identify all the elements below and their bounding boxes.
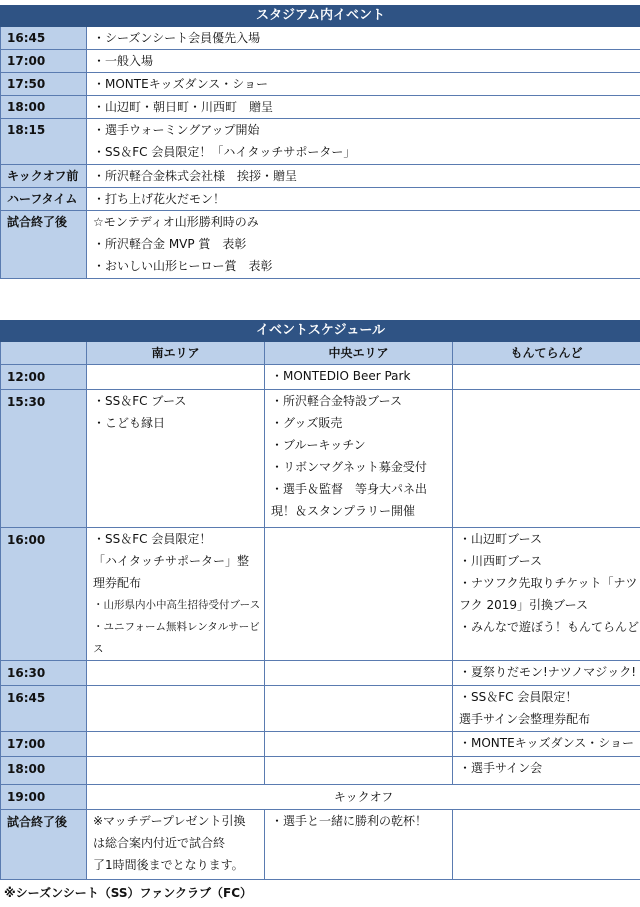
- cell-center: [265, 686, 453, 732]
- time-cell: 試合終了後: [1, 810, 87, 880]
- cell-center: [265, 810, 453, 880]
- cell-center: [265, 365, 453, 390]
- kickoff-cell: キックオフ: [87, 785, 640, 810]
- list-item: ・シーズンシート会員優先入場: [93, 31, 261, 45]
- time-cell: キックオフ前: [1, 165, 87, 188]
- list-item: 現！＆スタンプラリー開催: [271, 504, 416, 518]
- event-schedule-title: イベントスケジュール: [1, 321, 640, 342]
- time-cell: 16:30: [1, 661, 87, 686]
- list-item: 「ハイタッチサポーター」整: [93, 554, 250, 568]
- cell-monte: [453, 661, 640, 686]
- time-cell: 17:00: [1, 50, 87, 73]
- list-item: ☆モンテディオ山形勝利時のみ: [93, 215, 259, 229]
- event-cell: [87, 119, 640, 165]
- cell-monte: [453, 528, 640, 661]
- list-item: ・山辺町・朝日町・川西町 贈呈: [93, 100, 274, 114]
- event-cell: [87, 50, 640, 73]
- event-cell: [87, 73, 640, 96]
- table-row: [1, 732, 640, 757]
- cell-south: [87, 390, 265, 528]
- list-item: ・選手＆監督 等身大パネ出: [271, 482, 428, 496]
- time-cell: ハーフタイム: [1, 188, 87, 211]
- event-schedule-table: [0, 320, 640, 880]
- list-item: ・選手サイン会: [459, 761, 543, 775]
- time-cell: 17:50: [1, 73, 87, 96]
- list-item: ・MONTEキッズダンス・ショー: [459, 736, 634, 750]
- time-column-header: [1, 342, 87, 365]
- cell-south: [87, 732, 265, 757]
- list-item: ・川西町ブース: [459, 554, 543, 568]
- table-row: [1, 390, 640, 528]
- list-item: ・ユニフォーム無料レンタルサービス: [93, 621, 260, 655]
- table-row: [1, 661, 640, 686]
- list-item: ・所沢軽合金 MVP 賞 表彰: [93, 237, 247, 251]
- column-header-center: 中央エリア: [265, 342, 453, 365]
- table-row: [1, 188, 640, 211]
- stadium-events-title: スタジアム内イベント: [1, 6, 640, 27]
- list-item: ・SS＆FC 会員限定！「ハイタッチサポーター」: [93, 145, 356, 159]
- cell-monte: [453, 810, 640, 880]
- list-item: ※マッチデープレゼント引換: [93, 814, 246, 828]
- list-item: ・ブルーキッチン: [271, 438, 366, 452]
- list-item: ・おいしい山形ヒーロー賞 表彰: [93, 259, 273, 273]
- time-cell: 18:00: [1, 757, 87, 785]
- table-row: [1, 810, 640, 880]
- event-cell: [87, 165, 640, 188]
- list-item: ・こども縁日: [93, 416, 166, 430]
- table-row: [1, 785, 640, 810]
- cell-monte: [453, 365, 640, 390]
- time-cell: 19:00: [1, 785, 87, 810]
- list-item: ・MONTEDIO Beer Park: [271, 369, 411, 383]
- list-item: ・選手と一緒に勝利の乾杯！: [271, 814, 428, 828]
- list-item: ・みんなで遊ぼう！もんてらんど: [459, 620, 640, 634]
- event-cell: [87, 96, 640, 119]
- footnote: ※シーズンシート（SS）ファンクラブ（FC）: [4, 886, 253, 900]
- list-item: 了1時間後までとなります。: [93, 858, 244, 872]
- time-cell: 18:00: [1, 96, 87, 119]
- list-item: ・山辺町ブース: [459, 532, 543, 546]
- table-row: [1, 50, 640, 73]
- cell-center: [265, 732, 453, 757]
- list-item: ・夏祭りだモン!ナツノマジック!: [459, 665, 637, 679]
- list-item: ・MONTEキッズダンス・ショー: [93, 77, 268, 91]
- cell-center: [265, 528, 453, 661]
- time-cell: 16:45: [1, 686, 87, 732]
- column-header-south: 南エリア: [87, 342, 265, 365]
- cell-monte: [453, 390, 640, 528]
- time-cell: 試合終了後: [1, 211, 87, 279]
- time-cell: 15:30: [1, 390, 87, 528]
- cell-monte: [453, 732, 640, 757]
- list-item: は総合案内付近で試合終: [93, 836, 226, 850]
- list-item: ・山形県内小中高生招待受付ブース: [93, 599, 261, 611]
- cell-monte: [453, 686, 640, 732]
- list-item: ・打ち上げ花火だモン！: [93, 192, 226, 206]
- cell-south: [87, 528, 265, 661]
- list-item: ・一般入場: [93, 54, 154, 68]
- cell-center: [265, 390, 453, 528]
- cell-monte: [453, 757, 640, 785]
- list-item: フク 2019」引換ブース: [459, 598, 589, 612]
- event-cell: [87, 188, 640, 211]
- table-row: [1, 119, 640, 165]
- cell-south: [87, 757, 265, 785]
- time-cell: 16:00: [1, 528, 87, 661]
- table-row: [1, 96, 640, 119]
- cell-south: [87, 810, 265, 880]
- time-cell: 17:00: [1, 732, 87, 757]
- list-item: ・選手ウォーミングアップ開始: [93, 123, 260, 137]
- cell-south: [87, 365, 265, 390]
- table-row: [1, 211, 640, 279]
- time-cell: 16:45: [1, 27, 87, 50]
- cell-south: [87, 686, 265, 732]
- table-row: [1, 27, 640, 50]
- time-cell: 12:00: [1, 365, 87, 390]
- table-row: [1, 686, 640, 732]
- cell-center: [265, 757, 453, 785]
- cell-south: [87, 661, 265, 686]
- event-cell: [87, 27, 640, 50]
- column-header-monte: もんてらんど: [453, 342, 640, 365]
- list-item: ・SS＆FC 会員限定！: [93, 532, 212, 546]
- list-item: ・所沢軽合金特設ブース: [271, 394, 403, 408]
- cell-center: [265, 661, 453, 686]
- list-item: ・グッズ販売: [271, 416, 343, 430]
- list-item: ・リボンマグネット募金受付: [271, 460, 427, 474]
- table-row: [1, 528, 640, 661]
- time-cell: 18:15: [1, 119, 87, 165]
- list-item: ・SS＆FC ブース: [93, 394, 187, 408]
- list-item: 理券配布: [93, 576, 142, 590]
- list-item: ・所沢軽合金株式会社様 挨拶・贈呈: [93, 169, 298, 183]
- table-row: [1, 365, 640, 390]
- table-row: [1, 757, 640, 785]
- list-item: ・SS＆FC 会員限定！: [459, 690, 578, 704]
- list-item: ・ナツフク先取りチケット「ナツ: [459, 576, 638, 590]
- stadium-events-table: [0, 5, 640, 279]
- table-row: [1, 165, 640, 188]
- table-row: [1, 73, 640, 96]
- list-item: 選手サイン会整理券配布: [459, 712, 591, 726]
- event-cell: [87, 211, 640, 279]
